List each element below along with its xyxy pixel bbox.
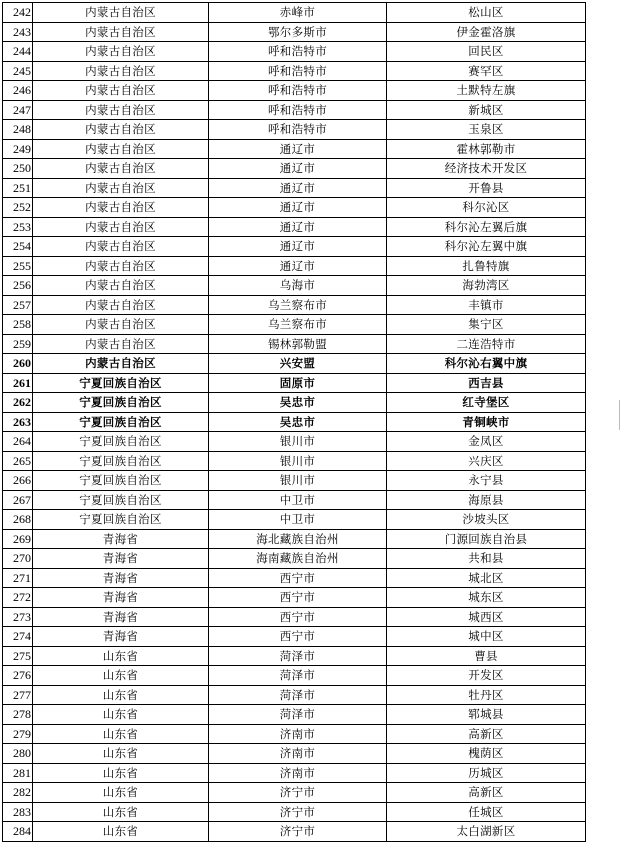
row-number-cell: 242 <box>3 3 33 23</box>
province-cell: 宁夏回族自治区 <box>33 412 209 432</box>
row-number-cell: 243 <box>3 22 33 42</box>
district-cell: 赛罕区 <box>387 61 586 81</box>
district-cell: 牡丹区 <box>387 685 586 705</box>
district-cell: 海勃湾区 <box>387 276 586 296</box>
table-row <box>3 139 586 159</box>
row-number-cell: 246 <box>3 81 33 101</box>
province-cell: 内蒙古自治区 <box>33 100 209 120</box>
district-cell: 集宁区 <box>387 315 586 335</box>
province-cell: 宁夏回族自治区 <box>33 451 209 471</box>
district-cell: 伊金霍洛旗 <box>387 22 586 42</box>
province-cell: 内蒙古自治区 <box>33 295 209 315</box>
table-row <box>3 627 586 647</box>
city-cell: 吴忠市 <box>209 393 387 413</box>
district-cell: 城东区 <box>387 588 586 608</box>
district-cell: 青铜峡市 <box>387 412 586 432</box>
city-cell: 乌兰察布市 <box>209 295 387 315</box>
city-cell: 银川市 <box>209 432 387 452</box>
row-number-cell: 253 <box>3 217 33 237</box>
table-row <box>3 783 586 803</box>
row-number-cell: 274 <box>3 627 33 647</box>
table-row <box>3 822 586 842</box>
province-cell: 宁夏回族自治区 <box>33 471 209 491</box>
province-cell: 山东省 <box>33 802 209 822</box>
region-table <box>2 2 586 842</box>
table-row <box>3 666 586 686</box>
district-cell: 开发区 <box>387 666 586 686</box>
table-row <box>3 724 586 744</box>
city-cell: 通辽市 <box>209 217 387 237</box>
table-row <box>3 763 586 783</box>
table-row <box>3 81 586 101</box>
province-cell: 宁夏回族自治区 <box>33 393 209 413</box>
table-row <box>3 588 586 608</box>
district-cell: 新城区 <box>387 100 586 120</box>
row-number-cell: 269 <box>3 529 33 549</box>
table-row <box>3 22 586 42</box>
city-cell: 济宁市 <box>209 802 387 822</box>
row-number-cell: 262 <box>3 393 33 413</box>
city-cell: 济宁市 <box>209 822 387 842</box>
province-cell: 内蒙古自治区 <box>33 42 209 62</box>
city-cell: 西宁市 <box>209 588 387 608</box>
table-row <box>3 3 586 23</box>
district-cell: 任城区 <box>387 802 586 822</box>
row-number-cell: 247 <box>3 100 33 120</box>
province-cell: 内蒙古自治区 <box>33 354 209 374</box>
table-row <box>3 61 586 81</box>
city-cell: 中卫市 <box>209 510 387 530</box>
row-number-cell: 245 <box>3 61 33 81</box>
row-number-cell: 260 <box>3 354 33 374</box>
city-cell: 通辽市 <box>209 198 387 218</box>
city-cell: 呼和浩特市 <box>209 61 387 81</box>
row-number-cell: 264 <box>3 432 33 452</box>
table-row <box>3 490 586 510</box>
province-cell: 山东省 <box>33 724 209 744</box>
table-row <box>3 568 586 588</box>
city-cell: 固原市 <box>209 373 387 393</box>
row-number-cell: 278 <box>3 705 33 725</box>
city-cell: 海北藏族自治州 <box>209 529 387 549</box>
table-row <box>3 529 586 549</box>
row-number-cell: 259 <box>3 334 33 354</box>
table-row <box>3 373 586 393</box>
district-cell: 永宁县 <box>387 471 586 491</box>
row-number-cell: 276 <box>3 666 33 686</box>
province-cell: 宁夏回族自治区 <box>33 373 209 393</box>
province-cell: 内蒙古自治区 <box>33 139 209 159</box>
district-cell: 共和县 <box>387 549 586 569</box>
row-number-cell: 256 <box>3 276 33 296</box>
row-number-cell: 272 <box>3 588 33 608</box>
province-cell: 内蒙古自治区 <box>33 159 209 179</box>
province-cell: 青海省 <box>33 588 209 608</box>
city-cell: 菏泽市 <box>209 705 387 725</box>
row-number-cell: 267 <box>3 490 33 510</box>
table-row <box>3 315 586 335</box>
row-number-cell: 284 <box>3 822 33 842</box>
city-cell: 呼和浩特市 <box>209 120 387 140</box>
table-row <box>3 159 586 179</box>
district-cell: 二连浩特市 <box>387 334 586 354</box>
district-cell: 霍林郭勒市 <box>387 139 586 159</box>
district-cell: 科尔沁左翼后旗 <box>387 217 586 237</box>
district-cell: 海原县 <box>387 490 586 510</box>
city-cell: 乌兰察布市 <box>209 315 387 335</box>
province-cell: 山东省 <box>33 763 209 783</box>
district-cell: 科尔沁右翼中旗 <box>387 354 586 374</box>
province-cell: 内蒙古自治区 <box>33 334 209 354</box>
district-cell: 扎鲁特旗 <box>387 256 586 276</box>
district-cell: 高新区 <box>387 724 586 744</box>
row-number-cell: 282 <box>3 783 33 803</box>
city-cell: 济南市 <box>209 744 387 764</box>
row-number-cell: 250 <box>3 159 33 179</box>
district-cell: 玉泉区 <box>387 120 586 140</box>
city-cell: 西宁市 <box>209 568 387 588</box>
city-cell: 兴安盟 <box>209 354 387 374</box>
province-cell: 青海省 <box>33 549 209 569</box>
row-number-cell: 261 <box>3 373 33 393</box>
city-cell: 锡林郭勒盟 <box>209 334 387 354</box>
province-cell: 内蒙古自治区 <box>33 217 209 237</box>
city-cell: 济南市 <box>209 724 387 744</box>
table-row <box>3 412 586 432</box>
city-cell: 菏泽市 <box>209 685 387 705</box>
city-cell: 银川市 <box>209 451 387 471</box>
city-cell: 赤峰市 <box>209 3 387 23</box>
city-cell: 通辽市 <box>209 178 387 198</box>
province-cell: 内蒙古自治区 <box>33 61 209 81</box>
table-row <box>3 256 586 276</box>
city-cell: 海南藏族自治州 <box>209 549 387 569</box>
city-cell: 菏泽市 <box>209 646 387 666</box>
table-row <box>3 178 586 198</box>
table-row <box>3 198 586 218</box>
row-number-cell: 281 <box>3 763 33 783</box>
table-row <box>3 334 586 354</box>
table-row <box>3 295 586 315</box>
table-row <box>3 432 586 452</box>
row-number-cell: 258 <box>3 315 33 335</box>
table-row <box>3 451 586 471</box>
province-cell: 内蒙古自治区 <box>33 120 209 140</box>
province-cell: 内蒙古自治区 <box>33 256 209 276</box>
city-cell: 通辽市 <box>209 237 387 257</box>
district-cell: 兴庆区 <box>387 451 586 471</box>
district-cell: 土默特左旗 <box>387 81 586 101</box>
row-number-cell: 251 <box>3 178 33 198</box>
district-cell: 城中区 <box>387 627 586 647</box>
province-cell: 内蒙古自治区 <box>33 178 209 198</box>
table-row <box>3 393 586 413</box>
city-cell: 乌海市 <box>209 276 387 296</box>
city-cell: 济宁市 <box>209 783 387 803</box>
district-cell: 槐荫区 <box>387 744 586 764</box>
table-row <box>3 705 586 725</box>
table-row <box>3 237 586 257</box>
table-row <box>3 744 586 764</box>
row-number-cell: 280 <box>3 744 33 764</box>
district-cell: 郓城县 <box>387 705 586 725</box>
district-cell: 金凤区 <box>387 432 586 452</box>
city-cell: 呼和浩特市 <box>209 42 387 62</box>
row-number-cell: 249 <box>3 139 33 159</box>
row-number-cell: 277 <box>3 685 33 705</box>
table-row <box>3 276 586 296</box>
table-row <box>3 802 586 822</box>
district-cell: 门源回族自治县 <box>387 529 586 549</box>
city-cell: 西宁市 <box>209 627 387 647</box>
city-cell: 通辽市 <box>209 256 387 276</box>
province-cell: 内蒙古自治区 <box>33 22 209 42</box>
row-number-cell: 283 <box>3 802 33 822</box>
district-cell: 曹县 <box>387 646 586 666</box>
table-body <box>3 3 586 842</box>
province-cell: 宁夏回族自治区 <box>33 490 209 510</box>
province-cell: 内蒙古自治区 <box>33 315 209 335</box>
province-cell: 青海省 <box>33 568 209 588</box>
table-row <box>3 217 586 237</box>
table-row <box>3 510 586 530</box>
province-cell: 内蒙古自治区 <box>33 237 209 257</box>
row-number-cell: 268 <box>3 510 33 530</box>
city-cell: 鄂尔多斯市 <box>209 22 387 42</box>
city-cell: 通辽市 <box>209 159 387 179</box>
province-cell: 山东省 <box>33 783 209 803</box>
district-cell: 沙坡头区 <box>387 510 586 530</box>
district-cell: 回民区 <box>387 42 586 62</box>
city-cell: 吴忠市 <box>209 412 387 432</box>
table-row <box>3 42 586 62</box>
row-number-cell: 244 <box>3 42 33 62</box>
row-number-cell: 248 <box>3 120 33 140</box>
city-cell: 中卫市 <box>209 490 387 510</box>
table-row <box>3 607 586 627</box>
province-cell: 青海省 <box>33 529 209 549</box>
row-number-cell: 271 <box>3 568 33 588</box>
city-cell: 银川市 <box>209 471 387 491</box>
district-cell: 经济技术开发区 <box>387 159 586 179</box>
province-cell: 青海省 <box>33 607 209 627</box>
province-cell: 宁夏回族自治区 <box>33 510 209 530</box>
city-cell: 济南市 <box>209 763 387 783</box>
row-number-cell: 252 <box>3 198 33 218</box>
row-number-cell: 254 <box>3 237 33 257</box>
province-cell: 山东省 <box>33 646 209 666</box>
district-cell: 开鲁县 <box>387 178 586 198</box>
district-cell: 太白湖新区 <box>387 822 586 842</box>
province-cell: 宁夏回族自治区 <box>33 432 209 452</box>
province-cell: 山东省 <box>33 744 209 764</box>
city-cell: 呼和浩特市 <box>209 100 387 120</box>
row-number-cell: 275 <box>3 646 33 666</box>
province-cell: 青海省 <box>33 627 209 647</box>
province-cell: 内蒙古自治区 <box>33 81 209 101</box>
district-cell: 历城区 <box>387 763 586 783</box>
row-number-cell: 257 <box>3 295 33 315</box>
table-row <box>3 354 586 374</box>
row-number-cell: 266 <box>3 471 33 491</box>
district-cell: 科尔沁左翼中旗 <box>387 237 586 257</box>
province-cell: 山东省 <box>33 666 209 686</box>
district-cell: 松山区 <box>387 3 586 23</box>
province-cell: 内蒙古自治区 <box>33 276 209 296</box>
table-row <box>3 471 586 491</box>
province-cell: 内蒙古自治区 <box>33 3 209 23</box>
city-cell: 菏泽市 <box>209 666 387 686</box>
city-cell: 西宁市 <box>209 607 387 627</box>
district-cell: 科尔沁区 <box>387 198 586 218</box>
district-cell: 高新区 <box>387 783 586 803</box>
city-cell: 通辽市 <box>209 139 387 159</box>
province-cell: 山东省 <box>33 822 209 842</box>
table-row <box>3 549 586 569</box>
row-number-cell: 263 <box>3 412 33 432</box>
row-number-cell: 279 <box>3 724 33 744</box>
table-row <box>3 646 586 666</box>
district-cell: 红寺堡区 <box>387 393 586 413</box>
province-cell: 山东省 <box>33 705 209 725</box>
row-number-cell: 265 <box>3 451 33 471</box>
district-cell: 丰镇市 <box>387 295 586 315</box>
table-row <box>3 685 586 705</box>
district-cell: 西吉县 <box>387 373 586 393</box>
row-number-cell: 255 <box>3 256 33 276</box>
city-cell: 呼和浩特市 <box>209 81 387 101</box>
district-cell: 城西区 <box>387 607 586 627</box>
table-row <box>3 100 586 120</box>
row-number-cell: 273 <box>3 607 33 627</box>
table-row <box>3 120 586 140</box>
document-page <box>2 2 586 842</box>
province-cell: 内蒙古自治区 <box>33 198 209 218</box>
row-number-cell: 270 <box>3 549 33 569</box>
province-cell: 山东省 <box>33 685 209 705</box>
district-cell: 城北区 <box>387 568 586 588</box>
